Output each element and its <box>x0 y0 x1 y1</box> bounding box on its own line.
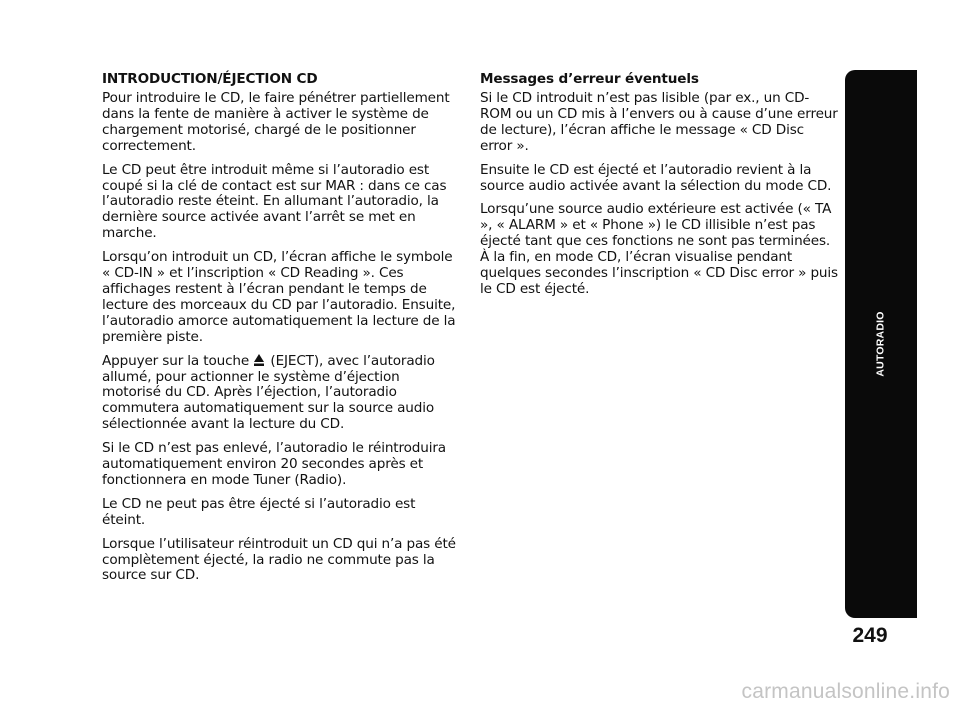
paragraph: Lorsque l’utilisateur réintroduit un CD qui n’a pas été complètement éjecté, la radio ne commute pas la source sur CD. <box>102 535 456 584</box>
paragraph: Ensuite le CD est éjecté et l’autoradio revient à la source audio activée avant la sélection du mode CD. <box>480 161 832 194</box>
paragraph: Lorsqu’on introduit un CD, l’écran affiche le symbole « CD-IN » et l’inscription « CD Reading ». Ces affichages restent à l’écran pendant le temps de lecture des morceaux du CD par l’autoradio. Ensuite, l’autoradio amorce automatiquement la lecture de la première piste. <box>102 249 456 345</box>
paragraph: Si le CD n’est pas enlevé, l’autoradio le réintroduira automatiquement environ 20 secondes après et fonctionnera en mode Tuner (Radio). <box>102 440 446 488</box>
paragraph-text: Appuyer sur la touche <box>102 352 254 369</box>
section-heading: INTRODUCTION/ÉJECTION CD <box>102 71 318 87</box>
paragraph: Lorsqu’une source audio extérieure est activée (« TA », « ALARM » et « Phone ») le CD illisible n’est pas éjecté tant que ces fonctions ne sont pas terminées. À la fin, en mode CD, l’écran visualise pendant quelques secondes l’inscription « CD Disc error » puis le CD est éjecté. <box>480 201 838 297</box>
eject-icon <box>254 354 264 366</box>
chapter-tab <box>845 70 917 618</box>
paragraph: Pour introduire le CD, le faire pénétrer partiellement dans la fente de manière à activer le système de chargement motorisé, chargé de le positionner correctement. <box>102 90 450 154</box>
paragraph: Le CD peut être introduit même si l’autoradio est coupé si la clé de contact est sur MAR : dans ce cas l’autoradio reste éteint. En allumant l’autoradio, la dernière source activée avant l’arrêt se met en marche. <box>102 161 447 242</box>
paragraph: Si le CD introduit n’est pas lisible (par ex., un CD-ROM ou un CD mis à l’envers ou à cause d’une erreur de lecture), l’écran affiche le message « CD Disc error ». <box>480 90 838 154</box>
section-heading: Messages d’erreur éventuels <box>480 71 699 87</box>
paragraph: Le CD ne peut pas être éjecté si l’autoradio est éteint. <box>102 495 416 528</box>
watermark: carmanualsonline.info <box>741 680 950 703</box>
chapter-tab-label: AUTORADIO <box>874 311 887 377</box>
paragraph-text: (EJECT), avec l’autoradio allumé, pour actionner le système d’éjection motorisé du CD. Après l’éjection, l’autoradio commutera automatiquement sur la source audio sélectionnée avant la lecture du CD. <box>102 352 435 433</box>
left-column <box>102 71 462 592</box>
eject-paragraph <box>102 354 462 434</box>
page-number: 249 <box>852 624 888 647</box>
right-column <box>480 71 840 306</box>
